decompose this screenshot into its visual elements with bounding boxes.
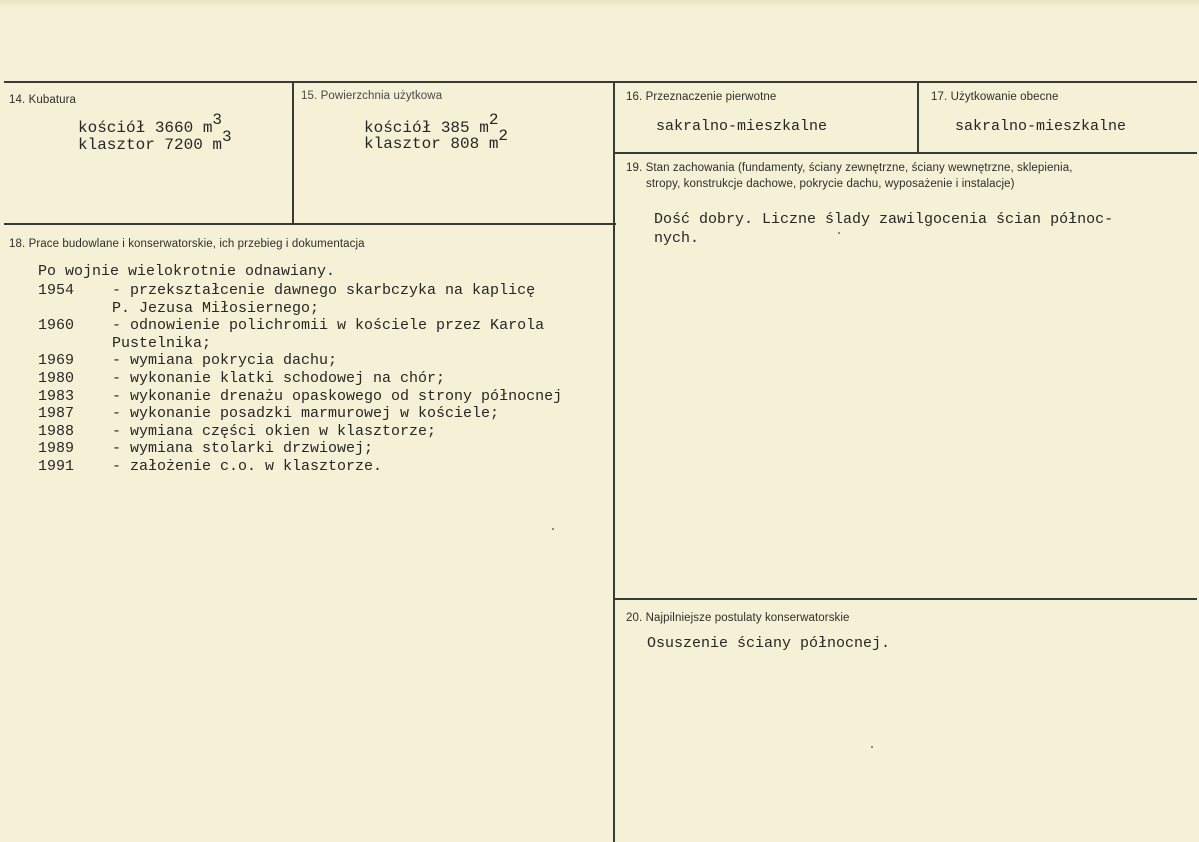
section-18-label: 18. Prace budowlane i konserwatorskie, ich przebieg i dokumentacja	[9, 238, 365, 250]
section-15-label: 15. Powierzchnia użytkowa	[301, 90, 443, 102]
work-entry-continuation: P. Jezusa Miłosiernego;	[112, 299, 320, 317]
work-entry: 1969 - wymiana pokrycia dachu;	[38, 352, 338, 370]
work-entry: 1983 - wykonanie drenażu opaskowego od strony północnej	[38, 387, 563, 405]
work-entry: 1954 - przekształcenie dawnego skarbczyka na kaplicę	[38, 282, 536, 299]
section-19-text: Dość dobry. Liczne ślady zawilgocenia ścian północ-	[654, 211, 1114, 228]
section-18-works-list	[38, 282, 562, 476]
paper-speck	[552, 528, 554, 530]
work-entry: 1980 - wykonanie klatki schodowej na chór;	[38, 369, 446, 387]
paper-top-edge	[0, 0, 1199, 8]
section-16-label: 16. Przeznaczenie pierwotne	[626, 91, 777, 103]
work-entry: 1987 - wykonanie posadzki marmurowej w kościele;	[38, 405, 500, 423]
work-entry-continuation: Pustelnika;	[112, 334, 212, 352]
section-18-intro: Po wojnie wielokrotnie odnawiany.	[38, 263, 336, 280]
section-14-monastery-volume: klasztor 7200 m3	[78, 128, 232, 154]
divider-center	[613, 81, 615, 842]
section-14-label: 14. Kubatura	[9, 94, 77, 106]
section-14-church-volume: kościół 3660 m3	[78, 111, 223, 137]
section-20-label: 20. Najpilniejsze postulaty konserwatorskie	[626, 612, 850, 624]
rule-under-16-17	[614, 152, 1197, 154]
section-19-label: 19. Stan zachowania (fundamenty, ściany zewnętrzne, ściany wewnętrzne, sklepienia,	[626, 162, 1073, 174]
divider-16-17	[917, 81, 919, 154]
work-entry: 1960 - odnowienie polichromii w kościele przez Karola	[38, 317, 545, 335]
rule-above-20	[614, 598, 1197, 600]
work-entry: 1991 - założenie c.o. w klasztorze.	[38, 457, 383, 475]
work-entry: 1989 - wymiana stolarki drzwiowej;	[38, 440, 374, 458]
paper-speck	[838, 232, 840, 234]
section-17-label: 17. Użytkowanie obecne	[931, 91, 1059, 103]
paper-speck	[871, 746, 873, 748]
section-15-church-area: kościół 385 m2	[364, 111, 499, 137]
top-rule	[4, 81, 1197, 83]
section-16-value: sakralno-mieszkalne	[656, 118, 828, 135]
section-17-value: sakralno-mieszkalne	[955, 118, 1127, 135]
section-20-text: Osuszenie ściany północnej.	[647, 635, 891, 652]
section-19-label-cont: stropy, konstrukcje dachowe, pokrycie dachu, wyposażenie i instalacje)	[646, 178, 1015, 190]
rule-under-14-15	[4, 223, 616, 225]
section-19-text-cont: nych.	[654, 230, 700, 247]
section-15-monastery-area: klasztor 808 m2	[364, 127, 509, 153]
divider-14-15	[292, 81, 294, 225]
work-entry: 1988 - wymiana części okien w klasztorze;	[38, 422, 437, 440]
